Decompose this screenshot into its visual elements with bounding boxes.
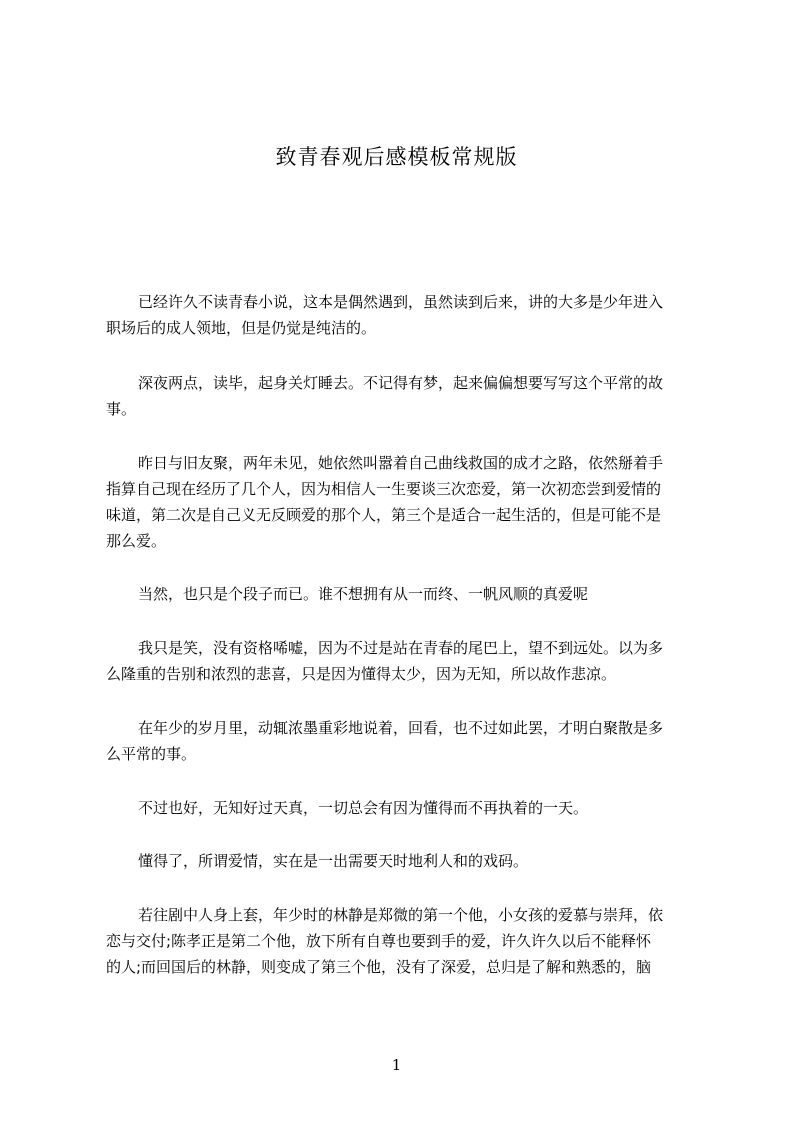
page-number: 1 (391, 1056, 402, 1074)
paragraph-line: 指算自己现在经历了几个人，因为相信人一生要谈三次恋爱，第一次初恋尝到爱情的 (106, 480, 662, 498)
paragraph-line: 那么爱。 (106, 532, 167, 550)
paragraph-line: 懂得了，所谓爱情，实在是一出需要天时地利人和的戏码。 (138, 852, 529, 870)
paragraph-line: 我只是笑，没有资格唏嘘，因为不过是站在青春的尾巴上，望不到远处。以为多 (138, 639, 664, 657)
paragraph-line: 不过也好，无知好过天真，一切总会有因为懂得而不再执着的一天。 (138, 799, 589, 817)
paragraph-line: 昨日与旧友聚，两年未见，她依然叫嚣着自己曲线救国的成才之路，依然掰着手 (138, 454, 664, 472)
paragraph-line: 职场后的成人领地，但是仍觉是纯洁的。 (106, 319, 377, 337)
paragraph-line: 若往剧中人身上套，年少时的林静是郑微的第一个他，小女孩的爱慕与崇拜，依 (138, 906, 664, 924)
paragraph-line: 么隆重的告别和浓烈的悲喜，只是因为懂得太少，因为无知，所以故作悲凉。 (106, 665, 617, 683)
paragraph-line: 的人;而回国后的林静，则变成了第三个他，没有了深爱，总归是了解和熟悉的，脑 (106, 958, 652, 976)
paragraph-line: 深夜两点，读毕，起身关灯睡去。不记得有梦，起来偏偏想要写写这个平常的故 (138, 374, 664, 392)
paragraph-line: 味道，第二次是自己义无反顾爱的那个人，第三个是适合一起生活的，但是可能不是 (106, 506, 662, 524)
paragraph-line: 事。 (106, 400, 137, 418)
paragraph-line: 在年少的岁月里，动辄浓墨重彩地说着，回看，也不过如此罢，才明白聚散是多 (138, 719, 664, 737)
document-title: 致青春观后感模板常规版 (275, 145, 518, 169)
paragraph-line: 已经许久不读青春小说，这本是偶然遇到，虽然读到后来，讲的大多是少年进入 (138, 293, 664, 311)
paragraph-line: 恋与交付;陈孝正是第二个他，放下所有自尊也要到手的爱，许久许久以后不能释怀 (106, 932, 652, 950)
paragraph-line: 么平常的事。 (106, 745, 197, 763)
paragraph-line: 当然，也只是个段子而已。谁不想拥有从一而终、一帆风顺的真爱呢 (138, 585, 589, 603)
